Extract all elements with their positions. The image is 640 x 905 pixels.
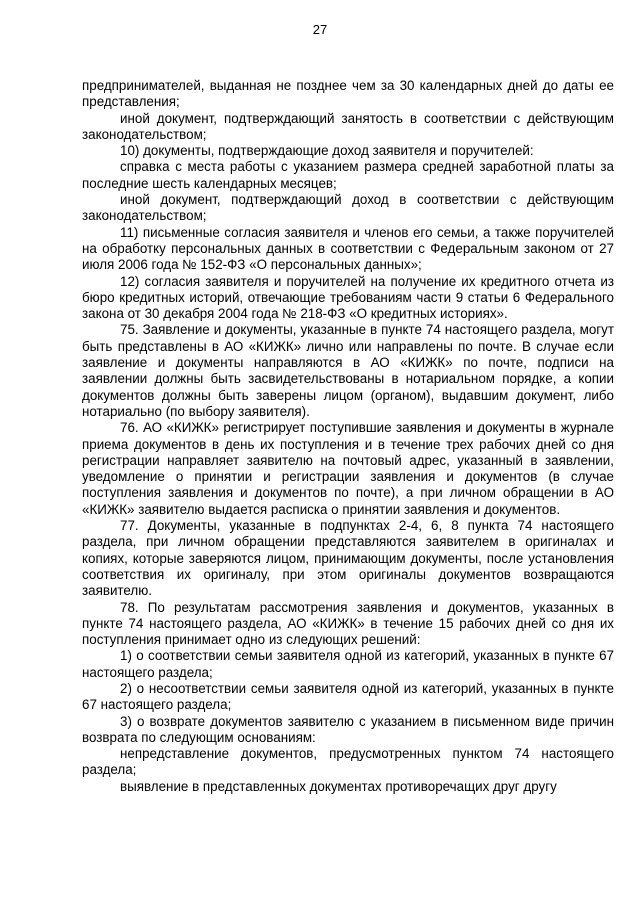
paragraph-10: 77. Документы, указанные в подпунктах 2-4, 6, 8 пункта 74 настоящего раздела, при личном обращении представляются заявителем в оригиналах и копиях, которые заверяются лицом, принимающим документы, после установления соответствия их оригиналу, при этом оригиналы документов возвращаются заявителю.	[82, 518, 614, 599]
paragraph-6: 11) письменные согласия заявителя и членов его семьи, а также поручителей на обработку персональных данных в соответствии с Федеральным законом от 27 июля 2006 года № 152-ФЗ «О персональных данных»;	[82, 224, 614, 273]
document-body	[82, 78, 614, 795]
paragraph-5: иной документ, подтверждающий доход в соответствии с действующим законодательством;	[82, 192, 614, 224]
paragraph-16: выявление в представленных документах противоречащих друг другу	[120, 778, 557, 794]
paragraph-15: непредставление документов, предусмотренных пунктом 74 настоящего раздела;	[82, 746, 614, 778]
page-number: 27	[312, 22, 328, 37]
paragraph-7: 12) согласия заявителя и поручителей на получение их кредитного отчета из бюро кредитных историй, отвечающие требованиям части 9 статьи 6 Федерального закона от 30 декабря 2004 года № 218-ФЗ «О кредитных историях».	[82, 273, 614, 322]
paragraph-11: 78. По результатам рассмотрения заявления и документов, указанных в пункте 74 настоящего раздела, АО «КИЖК» в течение 15 рабочих дней со дня их поступления принимает одно из следующих решений:	[82, 599, 614, 648]
paragraph-8: 75. Заявление и документы, указанные в пункте 74 настоящего раздела, могут быть представлены в АО «КИЖК» лично или направлены по почте. В случае если заявление и документы направляются в АО «КИЖК» по почте, подписи на заявлении должны быть засвидетельствованы в нотариальном порядке, а копии документов должны быть заверены лицом (органом), выдавшим документ, либо нотариально (по выбору заявителя).	[82, 322, 614, 419]
paragraph-14: 3) о возврате документов заявителю с указанием в письменном виде причин возврата по следующим основаниям:	[82, 713, 614, 745]
paragraph-9: 76. АО «КИЖК» регистрирует поступившие заявления и документы в журнале приема документов в день их поступления и в течение трех рабочих дней со дня регистрации направляет заявителю на почтовый адрес, указанный в заявлении, уведомление о принятии и регистрации заявления и документов (в случае поступления заявления и документов по почте), а при личном обращении в АО «КИЖК» заявителю выдается расписка о принятии заявления и документов.	[82, 420, 614, 517]
paragraph-3: 10) документы, подтверждающие доход заявителя и поручителей:	[120, 143, 534, 159]
paragraph-4: справка с места работы с указанием размера средней заработной платы за последние шесть календарных месяцев;	[82, 159, 614, 191]
paragraph-13: 2) о несоответствии семьи заявителя одной из категорий, указанных в пункте 67 настоящего раздела;	[82, 680, 614, 713]
paragraph-1: предпринимателей, выданная не позднее чем за 30 календарных дней до даты ее представления;	[82, 78, 614, 110]
paragraph-2: иной документ, подтверждающий занятость в соответствии с действующим законодательством;	[82, 110, 614, 142]
paragraph-12: 1) о соответствии семьи заявителя одной из категорий, указанных в пункте 67 настоящего раздела;	[82, 648, 614, 680]
